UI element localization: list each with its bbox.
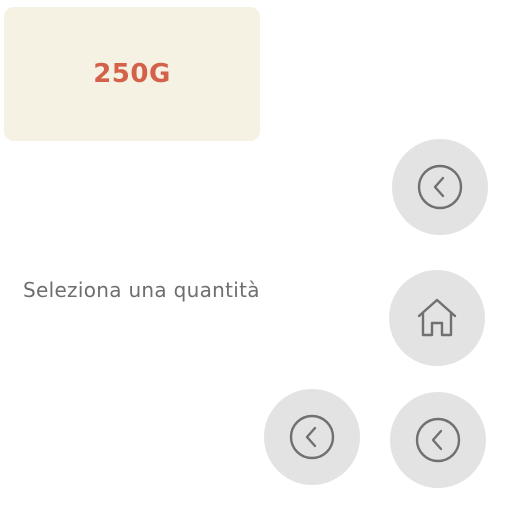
select-quantity-prompt: Seleziona una quantità: [23, 278, 260, 302]
back-button-bottom-right[interactable]: [390, 392, 486, 488]
home-button[interactable]: [389, 270, 485, 366]
home-icon: [413, 294, 461, 342]
chevron-left-circle-icon: [414, 416, 462, 464]
quantity-option-250g[interactable]: [4, 7, 260, 141]
quantity-option-label: 250G: [93, 59, 171, 89]
back-button-top[interactable]: [392, 139, 488, 235]
back-button-bottom-left[interactable]: [264, 389, 360, 485]
chevron-left-circle-icon: [288, 413, 336, 461]
chevron-left-circle-icon: [416, 163, 464, 211]
